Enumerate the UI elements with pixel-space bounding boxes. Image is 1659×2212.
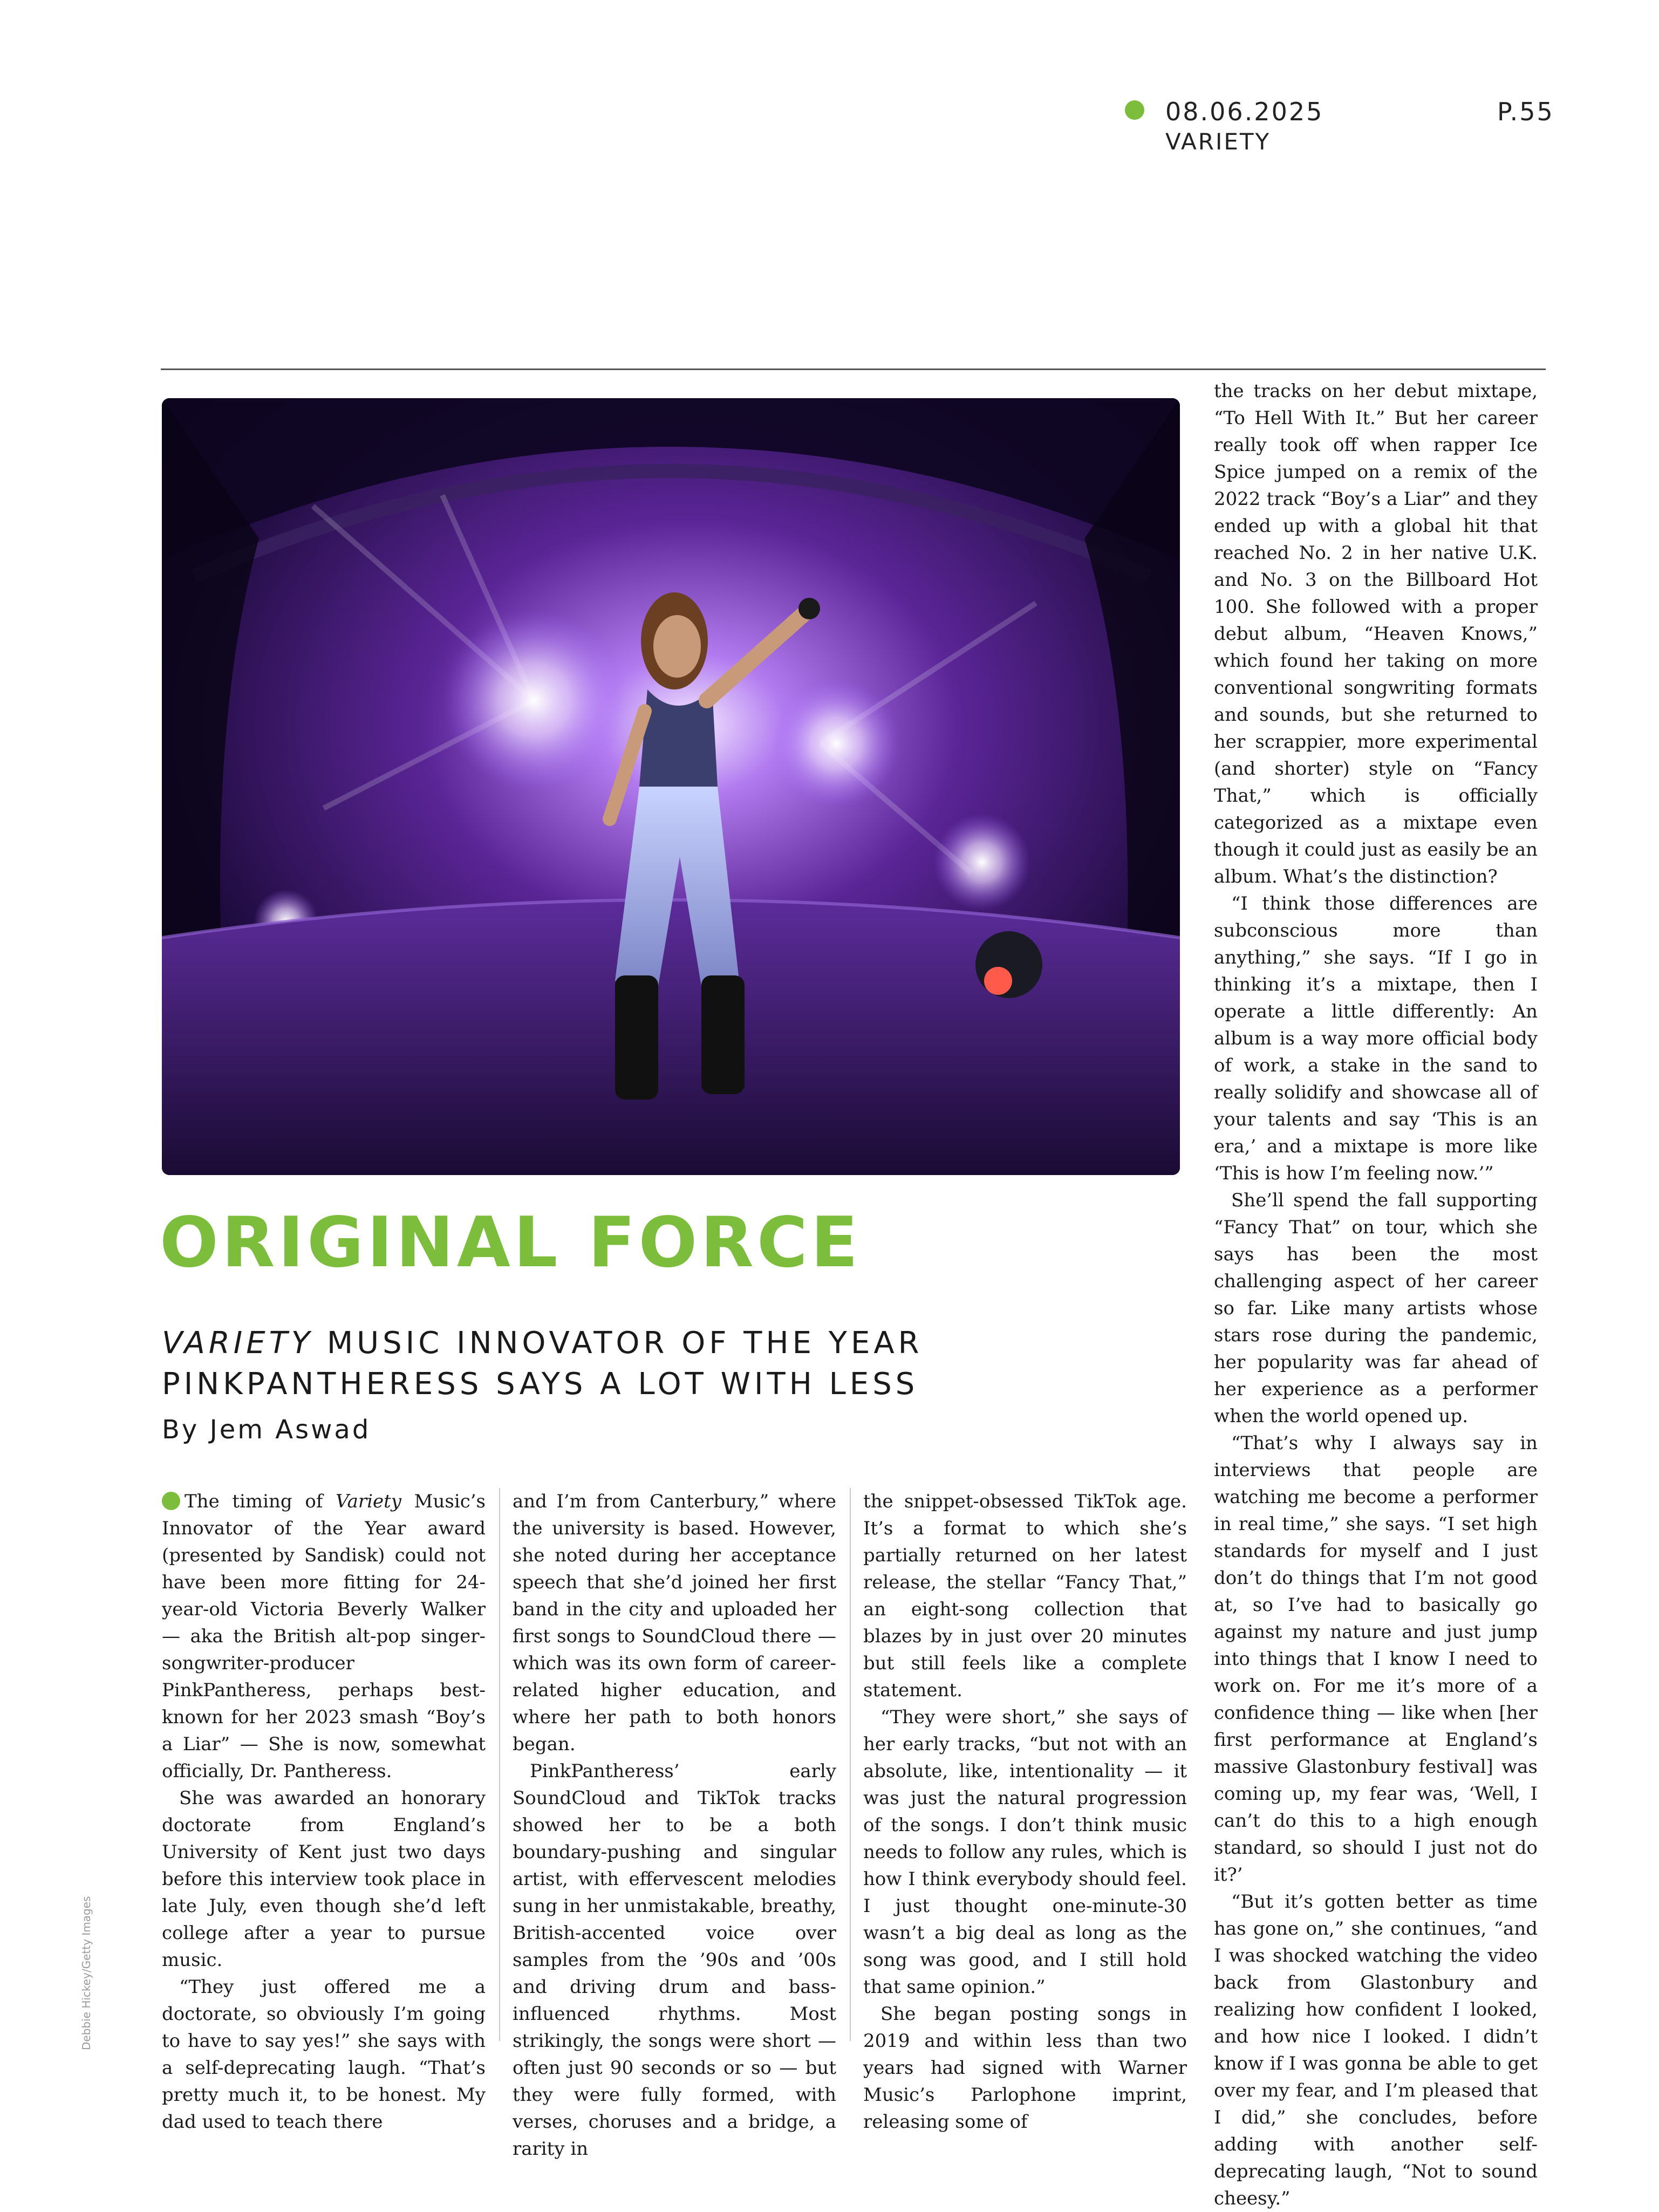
body-paragraph: She began posting songs in 2019 and within less than two years had signed with Warner Music’s Parlophone imprint, releasing some of [863, 2003, 1187, 2133]
column-divider [850, 1488, 851, 2041]
body-column-4 [1214, 378, 1538, 2212]
body-paragraph: the snippet-obsessed TikTok age. It’s a format to which she’s partially returned on her latest release, the stellar “Fancy That,” an eight-song collection that blazes by in just over 20 minutes but still feels like a complete statement. [863, 1491, 1187, 1701]
body-paragraph: PinkPantheress’ early SoundCloud and TikTok tracks showed her to be a both boundary-pushing and singular artist, with effervescent melodies sung in her unmistakable, breathy, British-accented voice over samples from the ’90s and ’00s and driving drum and bass-influenced rhythms. Most strikingly, the songs were short — often just 90 seconds or so — but they were fully formed, with verses, choruses and a bridge, a rarity in [513, 1760, 836, 2160]
body-paragraph: and I’m from Canterbury,” where the university is based. However, she noted during her acceptance speech that she’d joined her first band in the city and uploaded her first songs to SoundCloud there — which was its own form of career-related higher education, and where her path to both honors began. [513, 1491, 836, 1755]
header-rule [161, 368, 1546, 370]
body-paragraph: “That’s why I always say in interviews that people are watching me become a performer in real time,” she says. “I set high standards for myself and I just don’t do things that I’m not good at, so I’ve had to basically go against my nature and just jump into things that I know I need to work on. For me it’s more of a confidence thing — like when [her first performance at England’s massive Glastonbury festival] was coming up, my fear was, ‘Well, I can’t do this to a high enough standard, so should I just not do it?’ [1214, 1432, 1538, 1886]
concert-photo [162, 398, 1180, 1175]
body-paragraph: “They were short,” she says of her early tracks, “but not with an absolute, like, intentionality — it was just the natural progression of the songs. I don’t think music needs to follow any rules, which is how I think everybody should feel. I just thought one-minute-30 wasn’t a big deal as long as the song was good, and I still hold that same opinion.” [863, 1706, 1187, 1998]
photo-credit: Debbie Hickey/Getty Images [80, 1896, 93, 2050]
column-divider [499, 1488, 500, 2041]
article-start-dot-icon [162, 1492, 180, 1510]
body-column-3 [863, 1488, 1187, 2135]
column-divider [1200, 378, 1201, 2041]
publication-name: VARIETY [1165, 128, 1271, 155]
body-paragraph: “I think those differences are subconscious more than anything,” she says. “If I go in thinking it’s a mixtape, then I operate a little differently: An album is a way more official body of work, a stake in the sand to really solidify and showcase all of your talents and say ‘This is an era,’ and a mixtape is more like ‘This is how I’m feeling now.’” [1214, 893, 1538, 1184]
body-paragraph: She’ll spend the fall supporting “Fancy That” on tour, which she says has been the most challenging aspect of her career so far. Like many artists whose stars rose during the pandemic, her popularity was far ahead of her experience as a performer when the world opened up. [1214, 1190, 1538, 1427]
headline: ORIGINAL FORCE [160, 1203, 862, 1283]
page-number: P.55 [1497, 97, 1554, 126]
dek [162, 1323, 1160, 1405]
dek-publication: VARIETY [162, 1326, 314, 1361]
dek-text: MUSIC INNOVATOR OF THE YEAR PINKPANTHERESS SAYS A LOT WITH LESS [162, 1326, 923, 1402]
section-dot-icon [1125, 100, 1144, 120]
body-paragraph: The timing of Variety Music’s Innovator of the Year award (presented by Sandisk) could not have been more fitting for 24-year-old Victoria Beverly Walker — aka the British alt-pop singer-songwriter-producer PinkPantheress, perhaps best-known for her 2023 smash “Boy’s a Liar” — She is now, somewhat officially, Dr. Pantheress. [162, 1491, 486, 1782]
body-column-1 [162, 1488, 486, 2135]
byline: By Jem Aswad [162, 1415, 371, 1445]
body-column-2 [513, 1488, 836, 2162]
issue-date: 08.06.2025 [1165, 97, 1324, 126]
body-paragraph: She was awarded an honorary doctorate from England’s University of Kent just two days before this interview took place in late July, even though she’d left college after a year to pursue music. [162, 1787, 486, 1971]
body-paragraph: “But it’s gotten better as time has gone on,” she continues, “and I was shocked watching the video back from Glastonbury and realizing how confident I looked, and how nice I looked. I didn’t know if I was gonna be able to get over my fear, and I’m pleased that I did,” she concludes, before adding with another self-deprecating laugh, “Not to sound cheesy.” [1214, 1891, 1538, 2209]
body-paragraph: “They just offered me a doctorate, so obviously I’m going to have to say yes!” she says with a self-deprecating laugh. “That’s pretty much it, to be honest. My dad used to teach there [162, 1976, 486, 2133]
body-paragraph: the tracks on her debut mixtape, “To Hell With It.” But her career really took off when rapper Ice Spice jumped on a remix of the 2022 track “Boy’s a Liar” and they ended up with a global hit that reached No. 2 in her native U.K. and No. 3 on the Billboard Hot 100. She followed with a proper debut album, “Heaven Knows,” which found her taking on more conventional songwriting formats and sounds, but she returned to her scrappier, more experimental (and shorter) style on “Fancy That,” which is officially categorized as a mixtape even though it could just as easily be an album. What’s the distinction? [1214, 380, 1538, 887]
